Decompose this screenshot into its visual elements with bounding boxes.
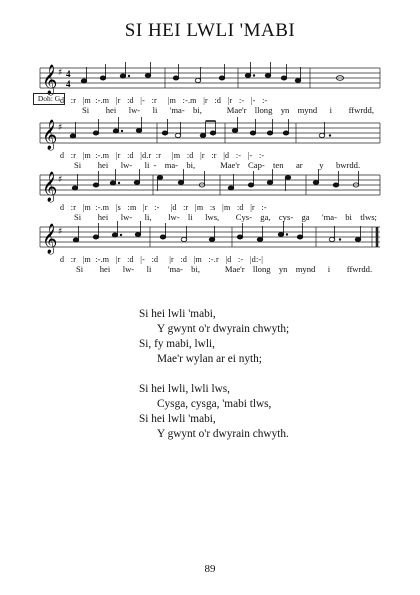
sharp-icon: ♯ (58, 175, 63, 185)
solfa-line-4: d :r |m :-.m |r :d |- :d |r :d |m :-.r |d :- |d:-| (60, 255, 264, 264)
stanza-2 (139, 382, 399, 442)
staff-1 (0, 58, 420, 98)
music-system-3 (0, 165, 420, 225)
key-label: Doh: G (33, 93, 65, 105)
notes-4 (73, 221, 361, 242)
page-number: 89 (204, 563, 216, 575)
poem-line: Cysga, cysga, 'mabi tlws, (157, 398, 272, 410)
treble-clef-icon: 𝄞 (42, 172, 58, 202)
treble-clef-icon: 𝄞 (42, 65, 58, 95)
poem-line: Si, fy mabi, lwli, (139, 338, 215, 350)
lyrics-line-3: Si hei lw- li, lw- li lws, Cys- ga, cys- ga 'ma- bi tlws; (74, 212, 377, 222)
solfa-line-2: d :r |m :-.m |r :d |d.r :r |m :d |r :r |d :- |- :- (60, 151, 265, 160)
lyrics-line-2: Si hei lw- li - ma- bi, Mae'r Cap- ten ar y bwrdd. (74, 160, 361, 170)
poem-line: Si hei lwli, lwli lws, (139, 383, 231, 395)
notes-2 (70, 117, 331, 138)
lyrics-poem (139, 307, 399, 457)
staff-4 (0, 217, 420, 257)
poem-line: Si hei lwli 'mabi, (139, 308, 216, 320)
lyrics-line-4: Si hei lw- li 'ma- bi, Mae'r llong yn mynd i ffwrdd. (76, 264, 373, 274)
notes-1 (81, 62, 343, 83)
staff-2 (0, 113, 420, 153)
treble-clef-icon: 𝄞 (42, 120, 58, 150)
time-sig-bottom: 4 (66, 79, 71, 89)
music-system-4 (0, 217, 420, 277)
time-sig-top: 4 (66, 69, 71, 79)
solfa-line-3: d :r |m :-.m |s :m |r :- |d :r |m :s |m :d |r :- (60, 203, 267, 212)
treble-clef-icon: 𝄞 (42, 224, 58, 254)
music-system-2 (0, 113, 420, 173)
song-title: SI HEI LWLI 'MABI (124, 20, 296, 41)
lyrics-line-1: Si hei lw- li 'ma- bi, Mae'r llong yn mynd i ffwrdd, (82, 105, 374, 115)
sharp-icon: ♯ (58, 227, 63, 237)
poem-line: Mae'r wylan ar ei nyth; (157, 353, 262, 365)
music-system-1 (0, 58, 420, 118)
poem-line: Y gwynt o'r dwyrain chwyth; (157, 323, 290, 335)
poem-line: Si hei lwli 'mabi, (139, 413, 216, 425)
poem-line: Y gwynt o'r dwyrain chwyth. (157, 428, 289, 440)
sharp-icon: ♯ (58, 123, 63, 133)
sharp-icon: ♯ (58, 68, 63, 78)
stanza-1 (139, 307, 399, 367)
solfa-line-1: d :r |m :-.m |r :d |- :r |m :-.m |r :d |r :- |- :- (60, 96, 268, 105)
staff-3 (0, 165, 420, 205)
